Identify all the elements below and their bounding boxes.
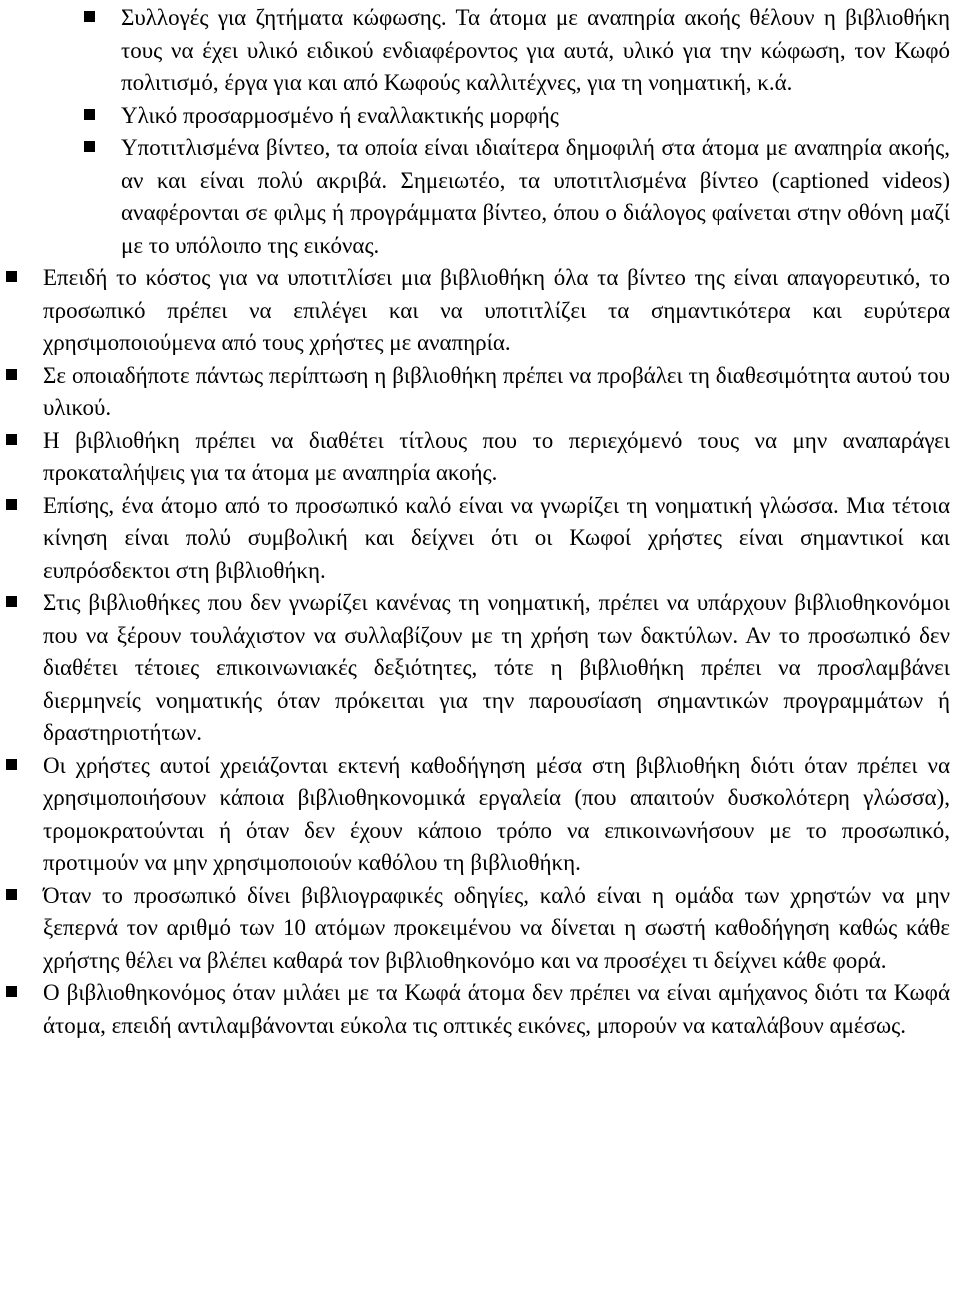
list-item-text: Στις βιβλιοθήκες που δεν γνωρίζει κανένας τη νοηματική, πρέπει να υπάρχουν βιβλιοθηκονόμοι που να ξέρουν τουλάχιστον να συλλαβίζουν με τη χρήση των δακτύλων. Αν το προσωπικό δεν διαθέτει τέτοιες επικοινωνιακές δεξιότητες, τότε η βιβλιοθήκη πρέπει να προσλαμβάνει διερμηνείς νοηματικής όταν πρόκειται για την παρουσίαση σημαντικών προγραμμάτων ή δραστηριοτήτων.: [43, 590, 950, 745]
square-bullet-icon: [6, 499, 17, 510]
square-bullet-icon: [84, 109, 95, 120]
list-item-text: Συλλογές για ζητήματα κώφωσης. Τα άτομα με αναπηρία ακοής θέλουν η βιβλιοθήκη τους να έχει υλικό ειδικού ενδιαφέροντος για αυτά, υλικό για την κώφωση, τον Κωφό πολιτισμό, έργα για και από Κωφούς καλλιτέχνες, για τη νοηματική, κ.ά.: [121, 5, 950, 95]
list-item: [6, 750, 950, 880]
list-item: [6, 490, 950, 588]
list-item-text: Ο βιβλιοθηκονόμος όταν μιλάει με τα Κωφά άτομα δεν πρέπει να είναι αμήχανος διότι τα Κωφά άτομα, επειδή αντιλαμβάνονται εύκολα τις οπτικές εικόνες, μπορούν να καταλάβουν αμέσως.: [43, 980, 950, 1038]
list-item-text: Η βιβλιοθήκη πρέπει να διαθέτει τίτλους που το περιεχόμενό τους να μην αναπαράγει προκαταλήψεις για τα άτομα με αναπηρία ακοής.: [43, 427, 950, 485]
square-bullet-icon: [6, 271, 17, 282]
list-item-text: Επίσης, ένα άτομο από το προσωπικό καλό είναι να γνωρίζει τη νοηματική γλώσσα. Μια τέτοια κίνηση είναι πολύ συμβολική και δείχνει ότι οι Κωφοί χρήστες είναι σημαντικοί και ευπρόσδεκτοι στη βιβλιοθήκη.: [43, 492, 950, 583]
square-bullet-icon: [84, 11, 95, 22]
square-bullet-icon: [84, 141, 95, 152]
list-item-text: Σε οποιαδήποτε πάντως περίπτωση η βιβλιοθήκη πρέπει να προβάλει τη διαθεσιμότητα αυτού του υλικού.: [43, 362, 950, 420]
list-item: [6, 262, 950, 360]
list-item: [6, 587, 950, 750]
square-bullet-icon: [6, 434, 17, 445]
list-item-text: Επειδή το κόστος για να υποτιτλίσει μια βιβλιοθήκη όλα τα βίντεο της είναι απαγορευτικό, το προσωπικό πρέπει να επιλέγει και να υποτιτλίζει τα σημαντικότερα και ευρύτερα χρησιμοποιούμενα από τους χρήστες με αναπηρία.: [43, 265, 950, 355]
list-item: [6, 360, 950, 425]
square-bullet-icon: [6, 596, 17, 607]
list-item-text: Υποτιτλισμένα βίντεο, τα οποία είναι ιδιαίτερα δημοφιλή στα άτομα με αναπηρία ακοής, αν και είναι πολύ ακριβά. Σημειωτέο, τα υποτιτλισμένα βίντεο (captioned videos) αναφέρονται σε φιλμς ή προγράμματα βίντεο, όπου ο διάλογος φαίνεται στην οθόνη μαζί με το υπόλοιπο της εικόνας.: [121, 135, 950, 258]
list-item: [6, 425, 950, 490]
square-bullet-icon: [6, 889, 17, 900]
sub-bullet-list: [6, 2, 950, 262]
list-item-text: Υλικό προσαρμοσμένο ή εναλλακτικής μορφής: [121, 102, 559, 128]
square-bullet-icon: [6, 369, 17, 380]
list-item-text: Όταν το προσωπικό δίνει βιβλιογραφικές οδηγίες, καλό είναι η ομάδα των χρηστών να μην ξεπερνά τον αριθμό των 10 ατόμων προκειμένου να δίνεται η σωστή καθοδήγηση καθώς κάθε χρήστης θέλει να βλέπει καθαρά τον βιβλιοθηκονόμο και να προσέχει τι δείχνει κάθε φορά.: [43, 882, 950, 973]
list-item-text: Οι χρήστες αυτοί χρειάζονται εκτενή καθοδήγηση μέσα στη βιβλιοθήκη διότι όταν πρέπει να χρησιμοποιήσουν κάποια βιβλιοθηκονομικά εργαλεία (που απαιτούν δυσκολότερη γλώσσα), τρομοκρατούνται ή όταν δεν έχουν κάποιο τρόπο να επικοινωνήσουν με το προσωπικό, προτιμούν να μην χρησιμοποιούν καθόλου τη βιβλιοθήκη.: [43, 752, 950, 875]
list-item: [6, 2, 950, 100]
square-bullet-icon: [6, 759, 17, 770]
list-item: [6, 977, 950, 1042]
square-bullet-icon: [6, 986, 17, 997]
list-item: [6, 880, 950, 978]
list-item: [6, 132, 950, 262]
list-item: [6, 100, 950, 133]
main-bullet-list: [6, 262, 950, 1042]
